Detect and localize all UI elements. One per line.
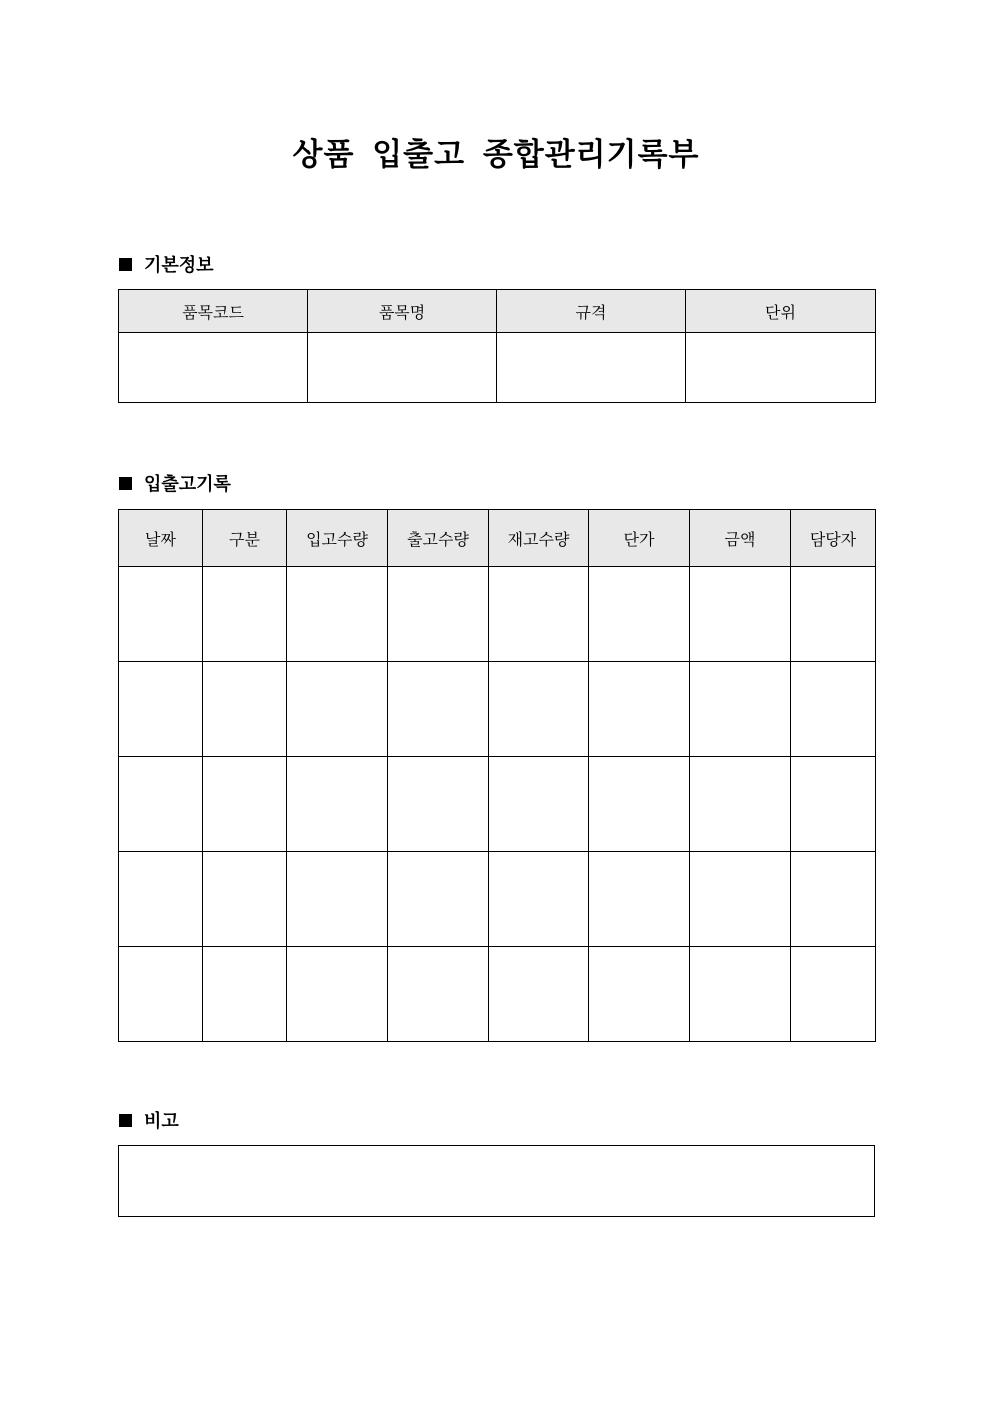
stock-qty-cell[interactable] — [489, 757, 589, 852]
column-header-stock-qty: 재고수량 — [489, 510, 589, 567]
stock-qty-cell[interactable] — [489, 852, 589, 947]
type-cell[interactable] — [203, 947, 287, 1042]
date-cell[interactable] — [119, 757, 203, 852]
amount-cell[interactable] — [690, 662, 791, 757]
column-header-unit: 단위 — [686, 290, 876, 333]
section-heading-label: 입출고기록 — [144, 474, 231, 495]
column-header-out-qty: 출고수량 — [388, 510, 489, 567]
unit-price-cell[interactable] — [589, 757, 690, 852]
date-cell[interactable] — [119, 567, 203, 662]
in-qty-cell[interactable] — [287, 852, 388, 947]
column-header-amount: 금액 — [690, 510, 791, 567]
square-bullet-icon — [119, 477, 132, 490]
manager-cell[interactable] — [791, 852, 876, 947]
table-row — [119, 662, 876, 757]
basic-info-table — [118, 289, 876, 403]
in-qty-cell[interactable] — [287, 567, 388, 662]
table-row — [119, 757, 876, 852]
spec-cell[interactable] — [497, 333, 686, 403]
unit-cell[interactable] — [686, 333, 876, 403]
type-cell[interactable] — [203, 852, 287, 947]
out-qty-cell[interactable] — [388, 662, 489, 757]
section-heading-records — [119, 471, 231, 495]
column-header-type: 구분 — [203, 510, 287, 567]
out-qty-cell[interactable] — [388, 757, 489, 852]
unit-price-cell[interactable] — [589, 567, 690, 662]
column-header-item-code: 품목코드 — [119, 290, 308, 333]
stock-qty-cell[interactable] — [489, 567, 589, 662]
table-row — [119, 567, 876, 662]
column-header-manager: 담당자 — [791, 510, 876, 567]
date-cell[interactable] — [119, 662, 203, 757]
square-bullet-icon — [119, 258, 132, 271]
manager-cell[interactable] — [791, 662, 876, 757]
date-cell[interactable] — [119, 947, 203, 1042]
stock-qty-cell[interactable] — [489, 662, 589, 757]
table-row — [119, 852, 876, 947]
type-cell[interactable] — [203, 757, 287, 852]
unit-price-cell[interactable] — [589, 852, 690, 947]
column-header-date: 날짜 — [119, 510, 203, 567]
unit-price-cell[interactable] — [589, 947, 690, 1042]
column-header-unit-price: 단가 — [589, 510, 690, 567]
manager-cell[interactable] — [791, 757, 876, 852]
amount-cell[interactable] — [690, 757, 791, 852]
stock-qty-cell[interactable] — [489, 947, 589, 1042]
column-header-item-name: 품목명 — [308, 290, 497, 333]
item-code-cell[interactable] — [119, 333, 308, 403]
type-cell[interactable] — [203, 662, 287, 757]
table-header-row — [119, 510, 876, 567]
amount-cell[interactable] — [690, 852, 791, 947]
unit-price-cell[interactable] — [589, 662, 690, 757]
section-heading-remarks — [119, 1108, 179, 1132]
in-qty-cell[interactable] — [287, 662, 388, 757]
column-header-spec: 규격 — [497, 290, 686, 333]
column-header-in-qty: 입고수량 — [287, 510, 388, 567]
in-qty-cell[interactable] — [287, 947, 388, 1042]
section-heading-basic-info — [119, 252, 214, 276]
remarks-box[interactable] — [118, 1145, 875, 1217]
page-title: 상품 입출고 종합관리기록부 — [292, 137, 700, 173]
table-row — [119, 333, 876, 403]
manager-cell[interactable] — [791, 947, 876, 1042]
records-table — [118, 509, 876, 1042]
section-heading-label: 기본정보 — [144, 255, 214, 276]
table-header-row — [119, 290, 876, 333]
table-row — [119, 947, 876, 1042]
in-qty-cell[interactable] — [287, 757, 388, 852]
manager-cell[interactable] — [791, 567, 876, 662]
out-qty-cell[interactable] — [388, 567, 489, 662]
out-qty-cell[interactable] — [388, 947, 489, 1042]
type-cell[interactable] — [203, 567, 287, 662]
section-heading-label: 비고 — [144, 1111, 179, 1132]
item-name-cell[interactable] — [308, 333, 497, 403]
out-qty-cell[interactable] — [388, 852, 489, 947]
date-cell[interactable] — [119, 852, 203, 947]
square-bullet-icon — [119, 1114, 132, 1127]
amount-cell[interactable] — [690, 947, 791, 1042]
amount-cell[interactable] — [690, 567, 791, 662]
